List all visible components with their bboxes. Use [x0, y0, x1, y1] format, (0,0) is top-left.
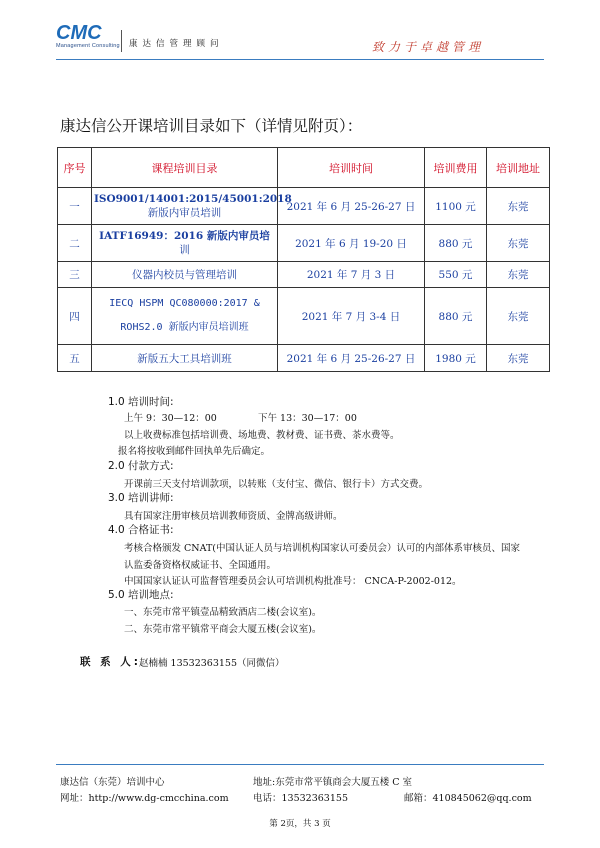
footer-email: 邮箱：410845062@qq.com	[404, 793, 532, 804]
location-1: 一、东莞市常平镇壹品精致酒店二楼(会议室)。	[124, 607, 322, 618]
fee-includes-note: 以上收费标准包括培训费、场地费、教材费、证书费、茶水费等。	[124, 430, 400, 441]
row-place: 东莞	[487, 188, 550, 225]
row-fee: 1100 元	[425, 188, 487, 225]
table-row	[58, 262, 550, 288]
company-name: 康达信管理顾问	[129, 39, 224, 49]
course-name-line2: 新版内审员培训	[147, 207, 222, 219]
row-num: 四	[58, 288, 92, 345]
row-date: 2021 年 7 月 3-4 日	[278, 288, 425, 345]
row-course: 新版五大工具培训班	[92, 345, 278, 372]
slogan: 致力于卓越管理	[372, 40, 485, 54]
row-date: 2021 年 6 月 19-20 日	[278, 225, 425, 262]
row-place: 东莞	[487, 288, 550, 345]
col-header-num: 序号	[58, 148, 92, 188]
instructor-note: 具有国家注册审核员培训教师资质、金牌高级讲师。	[124, 511, 343, 522]
row-date: 2021 年 6 月 25-26-27 日	[278, 345, 425, 372]
row-date: 2021 年 6 月 25-26-27 日	[278, 188, 425, 225]
row-place: 东莞	[487, 262, 550, 288]
row-num: 三	[58, 262, 92, 288]
course-name-line1: IECQ HSPM QC080000:2017 &	[109, 298, 260, 309]
company-logo	[56, 24, 120, 49]
row-course	[92, 225, 278, 262]
contact-label: 联 系 人:	[80, 656, 142, 668]
row-num: 一	[58, 188, 92, 225]
row-num: 五	[58, 345, 92, 372]
logo-subtitle: Management Consulting	[56, 43, 120, 49]
col-header-course: 课程培训目录	[92, 148, 278, 188]
table-row	[58, 288, 550, 345]
row-fee: 880 元	[425, 288, 487, 345]
row-place: 东莞	[487, 345, 550, 372]
section-location-title: 5.0 培训地点:	[108, 589, 174, 601]
col-header-time: 培训时间	[278, 148, 425, 188]
header-divider	[56, 59, 544, 60]
course-name-line1: ISO9001/14001:2015/45001:2018	[94, 193, 292, 205]
logo-mark: CMC	[56, 22, 102, 44]
certificate-note-2: 认监委备资格权威证书、全国通用。	[124, 560, 277, 571]
section-training-time-title: 1.0 培训时间:	[108, 396, 174, 408]
table-header-row	[58, 148, 550, 188]
row-fee: 880 元	[425, 225, 487, 262]
payment-note: 开课前三天支付培训款项，以转账（支付宝、微信、银行卡）方式交费。	[124, 479, 429, 490]
certificate-approval-number: 中国国家认证认可监督管理委员会认可培训机构批准号： CNCA-P-2002-012。	[124, 576, 462, 587]
col-header-fee: 培训费用	[425, 148, 487, 188]
table-row	[58, 345, 550, 372]
row-fee: 1980 元	[425, 345, 487, 372]
training-time-pm: 下午 13：30—17：00	[258, 413, 357, 424]
row-course	[92, 288, 278, 345]
course-name-line2: 训	[179, 244, 190, 256]
section-payment-title: 2.0 付款方式:	[108, 460, 174, 472]
footer-divider	[56, 764, 544, 765]
registration-note: 报名将按收到邮件回执单先后确定。	[118, 446, 271, 457]
footer-website: 网址：http://www.dg-cmcchina.com	[60, 793, 229, 804]
footer-org: 康达信（东莞）培训中心	[60, 777, 165, 788]
row-date: 2021 年 7 月 3 日	[278, 262, 425, 288]
table-row	[58, 188, 550, 225]
col-header-place: 培训地址	[487, 148, 550, 188]
course-name-line2: ROHS2.0 新版内审员培训班	[120, 322, 249, 333]
course-name-line1: IATF16949：2016 新版内审员培	[99, 230, 270, 242]
section-certificate-title: 4.0 合格证书:	[108, 524, 174, 536]
row-course: 仪器内校员与管理培训	[92, 262, 278, 288]
row-num: 二	[58, 225, 92, 262]
certificate-note-1: 考核合格颁发 CNAT(中国认证人员与培训机构国家认可委员会）认可的内部体系审核员、国家	[124, 543, 520, 554]
training-time-am: 上午 9：30—12：00	[124, 413, 217, 424]
contact-value: 赵楠楠 13532363155（同微信）	[139, 658, 285, 669]
location-2: 二、东莞市常平镇常平商会大厦五楼(会议室)。	[124, 624, 322, 635]
footer-address: 地址:东莞市常平镇商会大厦五楼 C 室	[253, 777, 413, 788]
table-row	[58, 225, 550, 262]
page-title: 康达信公开课培训目录如下（详情见附页）：	[60, 117, 363, 135]
row-fee: 550 元	[425, 262, 487, 288]
course-table	[57, 147, 550, 372]
section-instructor-title: 3.0 培训讲师:	[108, 492, 174, 504]
footer-phone: 电话：13532363155	[253, 793, 348, 804]
row-course	[92, 188, 292, 225]
row-place: 东莞	[487, 225, 550, 262]
page-number: 第 2页，共 3 页	[269, 819, 331, 829]
logo-divider	[121, 30, 122, 52]
